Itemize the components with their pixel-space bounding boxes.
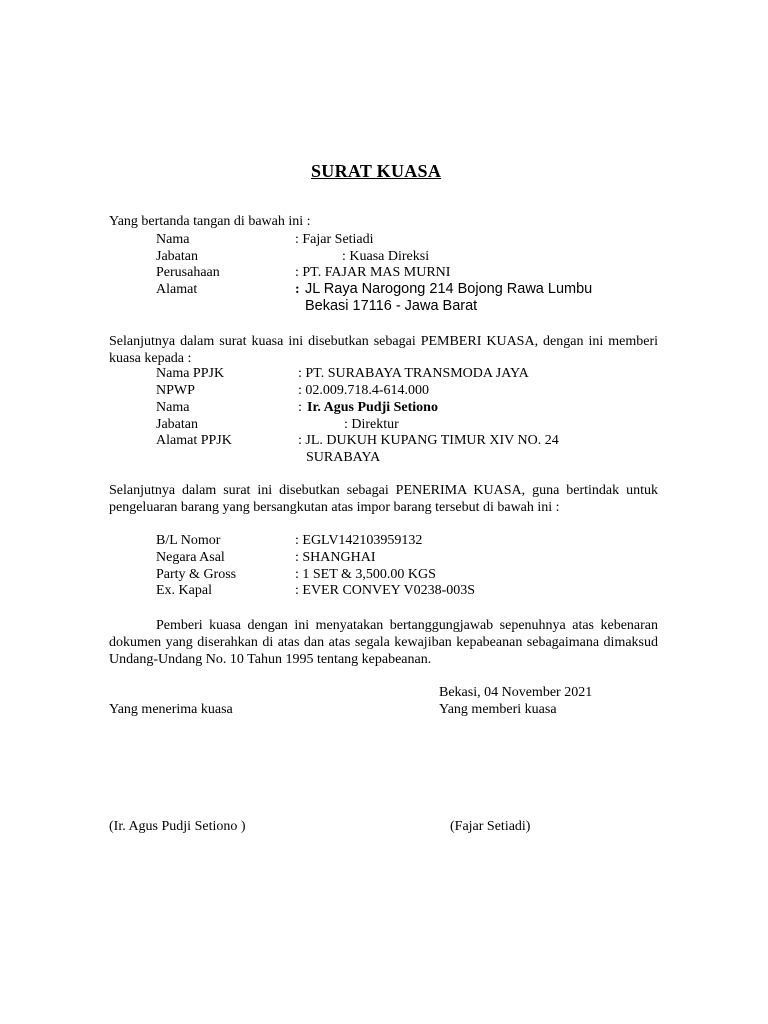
penerima-jabatan-value: : Direktur	[344, 417, 399, 432]
ex-kapal-label: Ex. Kapal	[156, 583, 212, 598]
penerima-npwp-label: NPWP	[156, 383, 195, 398]
party-gross-label: Party & Gross	[156, 567, 237, 582]
bl-nomor-label: B/L Nomor	[156, 533, 221, 548]
ex-kapal-value: : EVER CONVEY V0238-003S	[295, 583, 476, 598]
penerima-signature-name: (Ir. Agus Pudji Setiono )	[109, 819, 246, 834]
paragraph-pemberi-kuasa: Selanjutnya dalam surat kuasa ini disebutkan sebagai PEMBERI KUASA, dengan ini memberi kuasa kepada :	[109, 334, 658, 366]
penerima-jabatan-label: Jabatan	[156, 417, 198, 432]
paragraph-pernyataan: Pemberi kuasa dengan ini menyatakan bertanggungjawab sepenuhnya atas kebenaran dokumen yang diserahkan di atas dan atas segala kewajiban kepabeanan sebagaimana dimaksud Undang-Undang No. 10 Tahun 1995 tentang kepabeanan.	[109, 618, 658, 667]
penerima-nama-value: Ir. Agus Pudji Setiono	[307, 400, 438, 415]
penerima-npwp-value: : 02.009.718.4-614.000	[298, 383, 430, 398]
penerima-ppjk-label: Nama PPJK	[156, 366, 225, 381]
penerima-nama-label: Nama	[156, 400, 190, 415]
bl-nomor-value: : EGLV142103959132	[295, 533, 423, 548]
document-title: SURAT KUASA	[311, 161, 442, 181]
negara-asal-value: : SHANGHAI	[295, 550, 376, 565]
pemberi-nama-label: Nama	[156, 232, 190, 247]
intro-text: Yang bertanda tangan di bawah ini :	[109, 214, 311, 229]
negara-asal-label: Negara Asal	[156, 550, 225, 565]
penerima-alamat-line1: : JL. DUKUH KUPANG TIMUR XIV NO. 24	[298, 433, 559, 448]
pemberi-alamat-line1: JL Raya Narogong 214 Bojong Rawa Lumbu	[305, 281, 593, 297]
penerima-nama-colon: :	[298, 400, 302, 415]
penerima-alamat-line2: SURABAYA	[306, 450, 381, 465]
pemberi-alamat-line2: Bekasi 17116 - Jawa Barat	[305, 298, 478, 314]
pemberi-jabatan-value: : Kuasa Direksi	[342, 249, 430, 264]
place-date: Bekasi, 04 November 2021	[439, 685, 593, 700]
pemberi-alamat-colon: :	[295, 282, 300, 297]
pemberi-jabatan-label: Jabatan	[156, 249, 198, 264]
pemberi-perusahaan-label: Perusahaan	[156, 265, 220, 280]
penerima-alamat-label: Alamat PPJK	[156, 433, 232, 448]
penerima-kuasa-label: Yang menerima kuasa	[109, 702, 233, 717]
party-gross-value: : 1 SET & 3,500.00 KGS	[295, 567, 436, 582]
penerima-ppjk-value: : PT. SURABAYA TRANSMODA JAYA	[298, 366, 529, 381]
pemberi-nama-value: : Fajar Setiadi	[295, 232, 374, 247]
pemberi-kuasa-label: Yang memberi kuasa	[439, 702, 557, 717]
paragraph-penerima-kuasa: Selanjutnya dalam surat ini disebutkan sebagai PENERIMA KUASA, guna bertindak untuk pengeluaran barang yang bersangkutan atas impor barang tersebut di bawah ini :	[109, 483, 658, 515]
pemberi-alamat-label: Alamat	[156, 282, 198, 297]
pemberi-signature-name: (Fajar Setiadi)	[450, 819, 531, 834]
pemberi-perusahaan-value: : PT. FAJAR MAS MURNI	[295, 265, 451, 280]
